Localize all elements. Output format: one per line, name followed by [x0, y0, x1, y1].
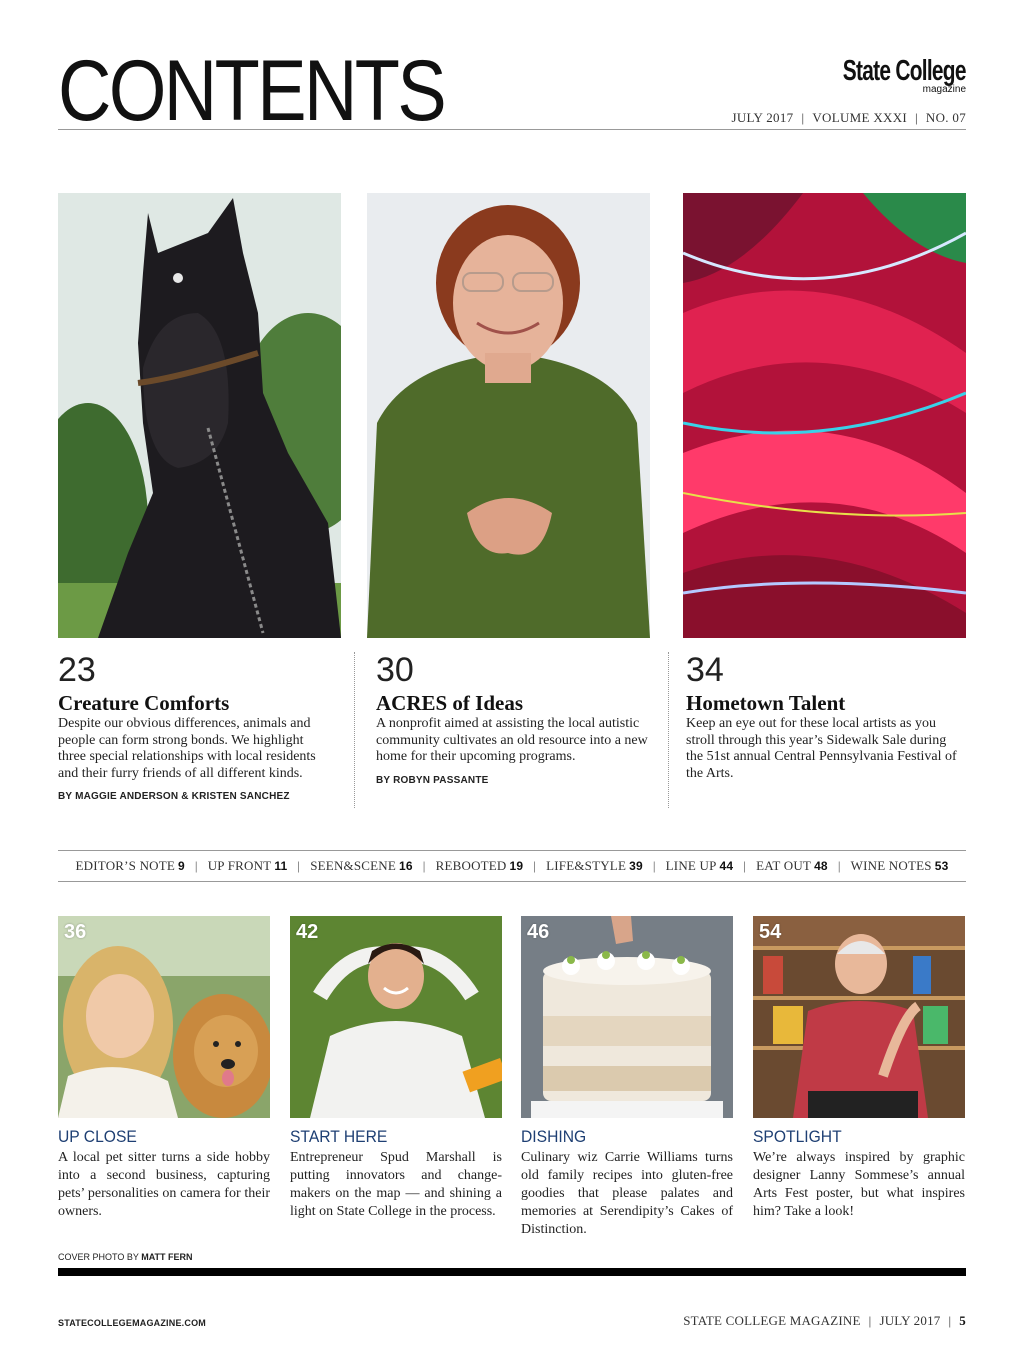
cover-credit-name: MATT FERN: [141, 1252, 193, 1262]
dept-seen-scene[interactable]: SEEN&SCENE 16: [310, 858, 413, 873]
dept-life-style[interactable]: LIFE&STYLE 39: [546, 858, 643, 873]
card-description: A local pet sitter turns a side hobby into a second business, capturing pets’ personalities on camera for their owners.: [58, 1150, 270, 1219]
issue-number: NO. 07: [925, 110, 966, 125]
woman-photo[interactable]: [367, 193, 650, 638]
dept-wine-notes[interactable]: WINE NOTES 53: [850, 858, 949, 873]
separator: |: [915, 110, 918, 125]
cover-credit: [58, 1252, 193, 1262]
separator: |: [837, 858, 841, 873]
separator: |: [948, 1313, 952, 1328]
separator: |: [194, 858, 198, 873]
issue-volume: VOLUME XXXI: [812, 110, 908, 125]
feature-creature-comforts[interactable]: [58, 652, 320, 802]
separator: |: [297, 858, 301, 873]
feature-description: Keep an eye out for these local artists as you stroll through this year’s Sidewalk Sale during the 51st annual Central Pennsylvania Festival of the Arts.: [686, 716, 957, 781]
page-footer: [683, 1313, 966, 1329]
dept-rebooted[interactable]: REBOOTED 19: [435, 858, 524, 873]
separator: |: [743, 858, 747, 873]
divider: [58, 1268, 966, 1276]
magazine-logo[interactable]: [795, 56, 966, 95]
card-title[interactable]: SPOTLIGHT: [753, 1127, 842, 1146]
website-link[interactable]: STATECOLLEGEMAGAZINE.COM: [58, 1318, 206, 1328]
cake-photo[interactable]: [521, 916, 733, 1118]
logo-wordmark: State College: [843, 55, 966, 87]
issue-info: [732, 110, 967, 126]
feature-title[interactable]: ACRES of Ideas: [376, 691, 524, 715]
separator: |: [868, 1313, 872, 1328]
dept-editors-note[interactable]: EDITOR’S NOTE 9: [75, 858, 185, 873]
separator: |: [422, 858, 426, 873]
feature-page-number: 23: [58, 651, 96, 689]
footer-date: JULY 2017: [879, 1313, 941, 1328]
feature-hometown-talent[interactable]: [668, 652, 966, 808]
card-title[interactable]: START HERE: [290, 1127, 388, 1146]
feature-byline: BY MAGGIE ANDERSON & KRISTEN SANCHEZ: [58, 791, 290, 802]
logo-subtitle: magazine: [922, 84, 966, 95]
feature-title[interactable]: Hometown Talent: [686, 691, 846, 715]
card-title[interactable]: UP CLOSE: [58, 1127, 137, 1146]
departments-bar: [58, 850, 966, 882]
cover-credit-label: COVER PHOTO BY: [58, 1252, 139, 1262]
horse-photo[interactable]: [58, 193, 341, 638]
designer-photo[interactable]: [753, 916, 965, 1118]
dept-line-up[interactable]: LINE UP 44: [665, 858, 734, 873]
entrepreneur-photo[interactable]: [290, 916, 502, 1118]
feature-acres-of-ideas[interactable]: [354, 652, 652, 808]
feature-title[interactable]: Creature Comforts: [58, 691, 230, 715]
feature-byline: BY ROBYN PASSANTE: [376, 774, 489, 786]
card-start-here[interactable]: [290, 916, 502, 1221]
card-up-close[interactable]: [58, 916, 270, 1221]
card-description: Culinary wiz Carrie Williams turns old family recipes into gluten-free goodies that please palates and memories at Serendipity’s Cakes of Distinction.: [521, 1150, 733, 1237]
issue-date: JULY 2017: [731, 110, 794, 125]
feature-page-number: 34: [686, 651, 724, 689]
page-title: CONTENTS: [58, 43, 445, 139]
card-description: We’re always inspired by graphic designer Lanny Sommese’s annual Arts Fest poster, but what inspires him? Take a look!: [753, 1150, 965, 1219]
card-page-number: 46: [527, 921, 550, 943]
footer-publication: STATE COLLEGE MAGAZINE: [683, 1313, 861, 1328]
separator: |: [652, 858, 656, 873]
separator: |: [533, 858, 537, 873]
card-title[interactable]: DISHING: [521, 1127, 587, 1146]
card-page-number: 54: [759, 921, 782, 943]
card-description: Entrepreneur Spud Marshall is putting innovators and change-makers on the map — and shining a light on State College in the process.: [290, 1150, 502, 1219]
separator: |: [801, 110, 805, 125]
art-photo[interactable]: [683, 193, 966, 638]
page-header: [58, 43, 966, 139]
dept-up-front[interactable]: UP FRONT 11: [207, 858, 288, 873]
dept-eat-out[interactable]: EAT OUT 48: [756, 858, 828, 873]
card-page-number: 36: [64, 921, 87, 943]
card-dishing[interactable]: [521, 916, 733, 1239]
card-page-number: 42: [296, 921, 319, 943]
feature-description: Despite our obvious differences, animals and people can form strong bonds. We highlight three special relationships with local residents and their furry friends of all different kinds.: [58, 716, 316, 781]
feature-page-number: 30: [376, 651, 414, 689]
pet-sitter-photo[interactable]: [58, 916, 270, 1118]
card-spotlight[interactable]: [753, 916, 965, 1221]
page-number: 5: [959, 1313, 966, 1328]
feature-description: A nonprofit aimed at assisting the local autistic community cultivates an old resource into a new home for their upcoming programs.: [376, 716, 648, 764]
